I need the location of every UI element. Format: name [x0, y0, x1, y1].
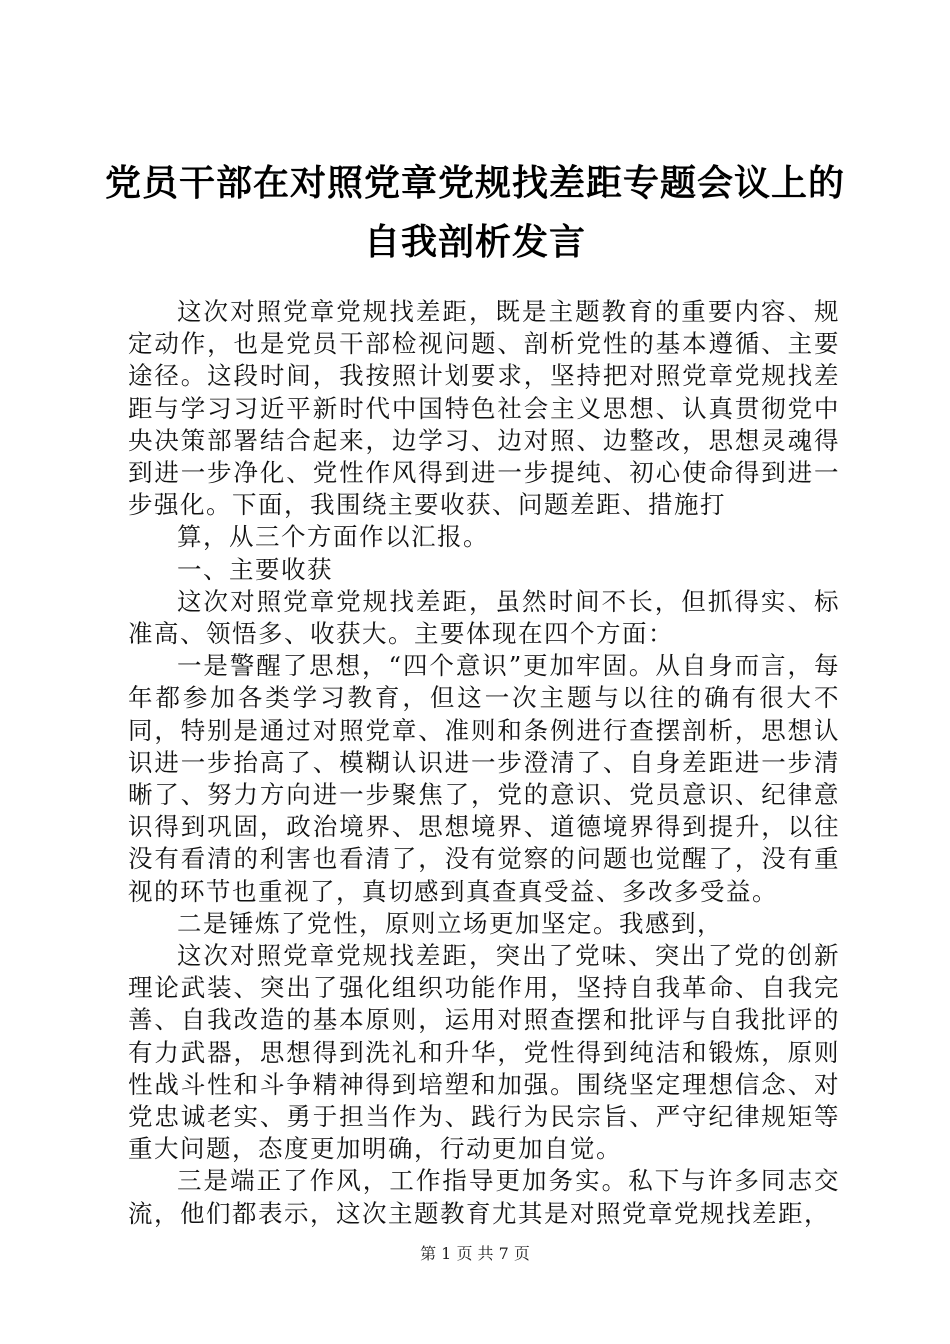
paragraph-intro-continued: 算，从三个方面作以汇报。 — [177, 522, 489, 552]
document-title-line-2: 自我剖析发言 — [363, 221, 586, 263]
paragraph-gain-one: 一是警醒了思想，“四个意识”更加牢固。从自身而言，每年都参加各类学习教育，但这一次主题与以往的确有很大不同，特别是通过对照党章、准则和条例进行查摆剖析，思想认识进一步抬高了、模糊认识进一步澄清了、自身差距进一步清晰了、努力方向进一步聚焦了，党的意识、党员意识、纪律意识得到巩固，政治境界、思想境界、道德境界得到提升，以往没有看清的利害也看清了，没有觉察的问题也觉醒了，没有重视的环节也重视了，真切感到真查真受益、多改多受益。 — [128, 651, 840, 906]
paragraph-intro: 这次对照党章党规找差距，既是主题教育的重要内容、规定动作，也是党员干部检视问题、剖析党性的基本遵循、主要途径。这段时间，我按照计划要求，坚持把对照党章党规找差距与学习习近平新时代中国特色社会主义思想、认真贯彻党中央决策部署结合起来，边学习、边对照、边整改，思想灵魂得到进一步净化、党性作风得到进一步提纯、初心使命得到进一步强化。下面，我围绕主要收获、问题差距、措施打 — [128, 297, 840, 520]
section-heading-main-gains: 一、主要收获 — [177, 554, 333, 584]
document-title-line-1: 党员干部在对照党章党规找差距专题会议上的 — [104, 162, 845, 204]
paragraph-gains-summary: 这次对照党章党规找差距，虽然时间不长，但抓得实、标准高、领悟多、收获大。主要体现在四个方面： — [128, 586, 840, 649]
paragraph-gain-three: 三是端正了作风，工作指导更加务实。私下与许多同志交流，他们都表示，这次主题教育尤其是对照党章党规找差距， — [128, 1166, 840, 1228]
paragraph-gain-two: 这次对照党章党规找差距，突出了党味、突出了党的创新理论武装、突出了强化组织功能作用，坚持自我革命、自我完善、自我改造的基本原则，运用对照查摆和批评与自我批评的有力武器，思想得到洗礼和升华，党性得到纯洁和锻炼，原则性战斗性和斗争精神得到培塑和加强。围绕坚定理想信念、对党忠诚老实、勇于担当作为、践行为民宗旨、严守纪律规矩等重大问题，态度更加明确，行动更加自觉。 — [128, 941, 840, 1164]
document-body — [128, 296, 840, 1230]
page-footer: 第 1 页 共 7 页 — [420, 1244, 530, 1263]
paragraph-gain-two-lead: 二是锤炼了党性，原则立场更加坚定。我感到， — [177, 908, 723, 938]
